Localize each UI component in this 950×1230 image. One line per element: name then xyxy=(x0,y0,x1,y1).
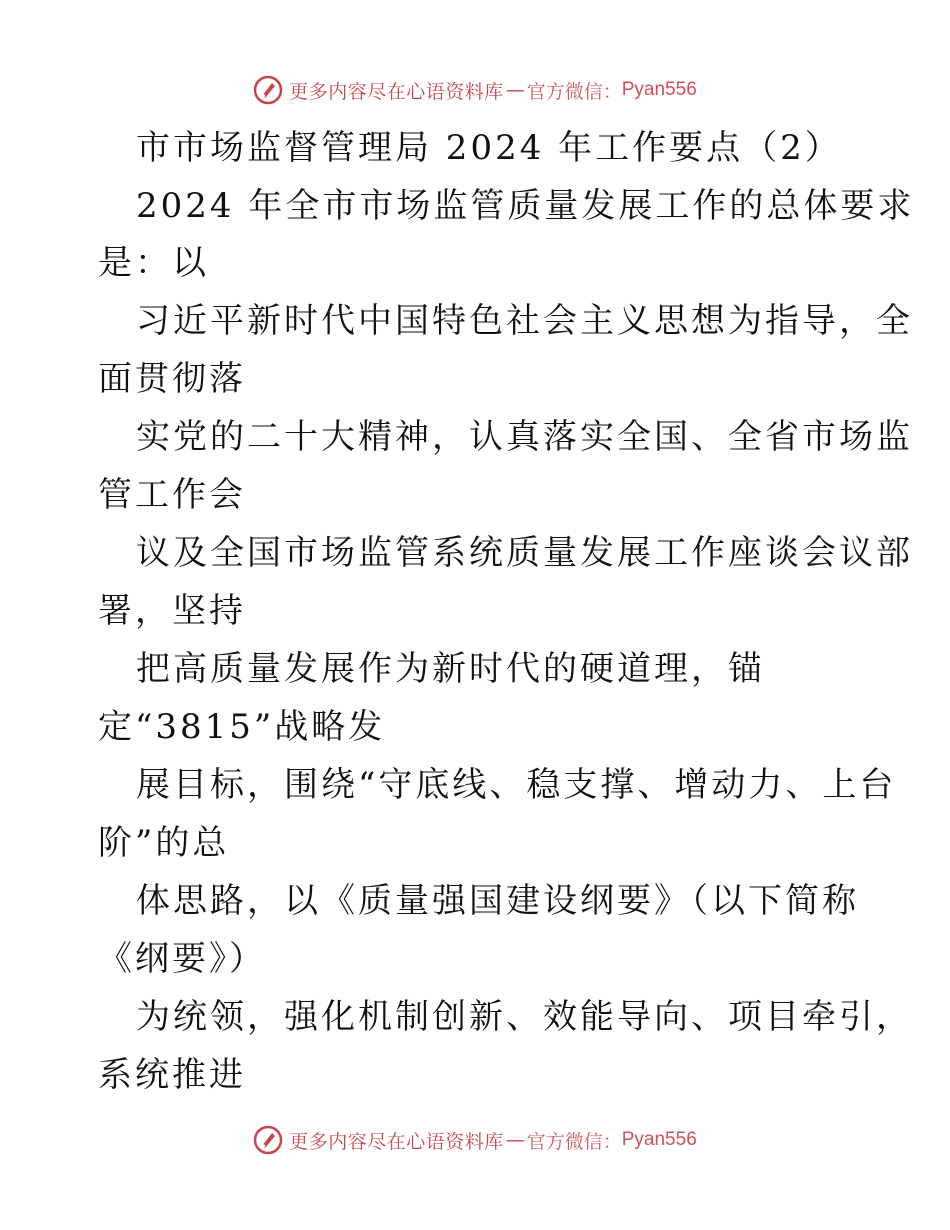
paragraph-line: 习近平新时代中国特色社会主义思想为指导，全 xyxy=(136,301,913,341)
paragraph-line: 面贯彻落 xyxy=(98,359,246,399)
paragraph-line: 管工作会 xyxy=(98,475,246,515)
seal-logo-icon xyxy=(253,1125,283,1155)
paragraph-line: 体思路，以《质量强国建设纲要》（以下简称 xyxy=(136,881,859,921)
watermark-label: 官方微信： xyxy=(526,1130,622,1153)
paragraph-line: 署，坚持 xyxy=(98,591,246,631)
watermark-separator: — xyxy=(505,79,525,101)
paragraph-line: 定“3815”战略发 xyxy=(98,707,386,747)
footer-watermark xyxy=(0,1120,950,1160)
paragraph-line: 系统推进 xyxy=(98,1055,246,1095)
watermark-label: 官方微信： xyxy=(526,80,622,103)
paragraph-line: 把高质量发展作为新时代的硬道理，锚 xyxy=(136,649,765,689)
paragraph-line: 实党的二十大精神，认真落实全国、全省市场监 xyxy=(136,417,913,457)
watermark-id: Pyan556 xyxy=(621,1129,697,1150)
watermark-text: 更多内容尽在心语资料库 xyxy=(289,80,504,103)
document-title: 市市场监督管理局 2024 年工作要点（2） xyxy=(136,128,842,168)
paragraph-line: 展目标，围绕“守底线、稳支撑、增动力、上台 xyxy=(136,765,897,805)
watermark-text: 更多内容尽在心语资料库 xyxy=(289,1130,504,1153)
paragraph-line: 为统领，强化机制创新、效能导向、项目牵引， xyxy=(136,997,913,1037)
watermark-id: Pyan556 xyxy=(621,79,697,100)
paragraph-line: 是：以 xyxy=(98,243,209,283)
paragraph-line: 阶”的总 xyxy=(98,823,230,863)
paragraph-line: 2024 年全市市场监管质量发展工作的总体要求 xyxy=(136,186,915,226)
paragraph-line: 《纲要》） xyxy=(98,939,266,979)
watermark-separator: — xyxy=(505,1129,525,1151)
paragraph-line: 议及全国市场监管系统质量发展工作座谈会议部 xyxy=(136,533,913,573)
